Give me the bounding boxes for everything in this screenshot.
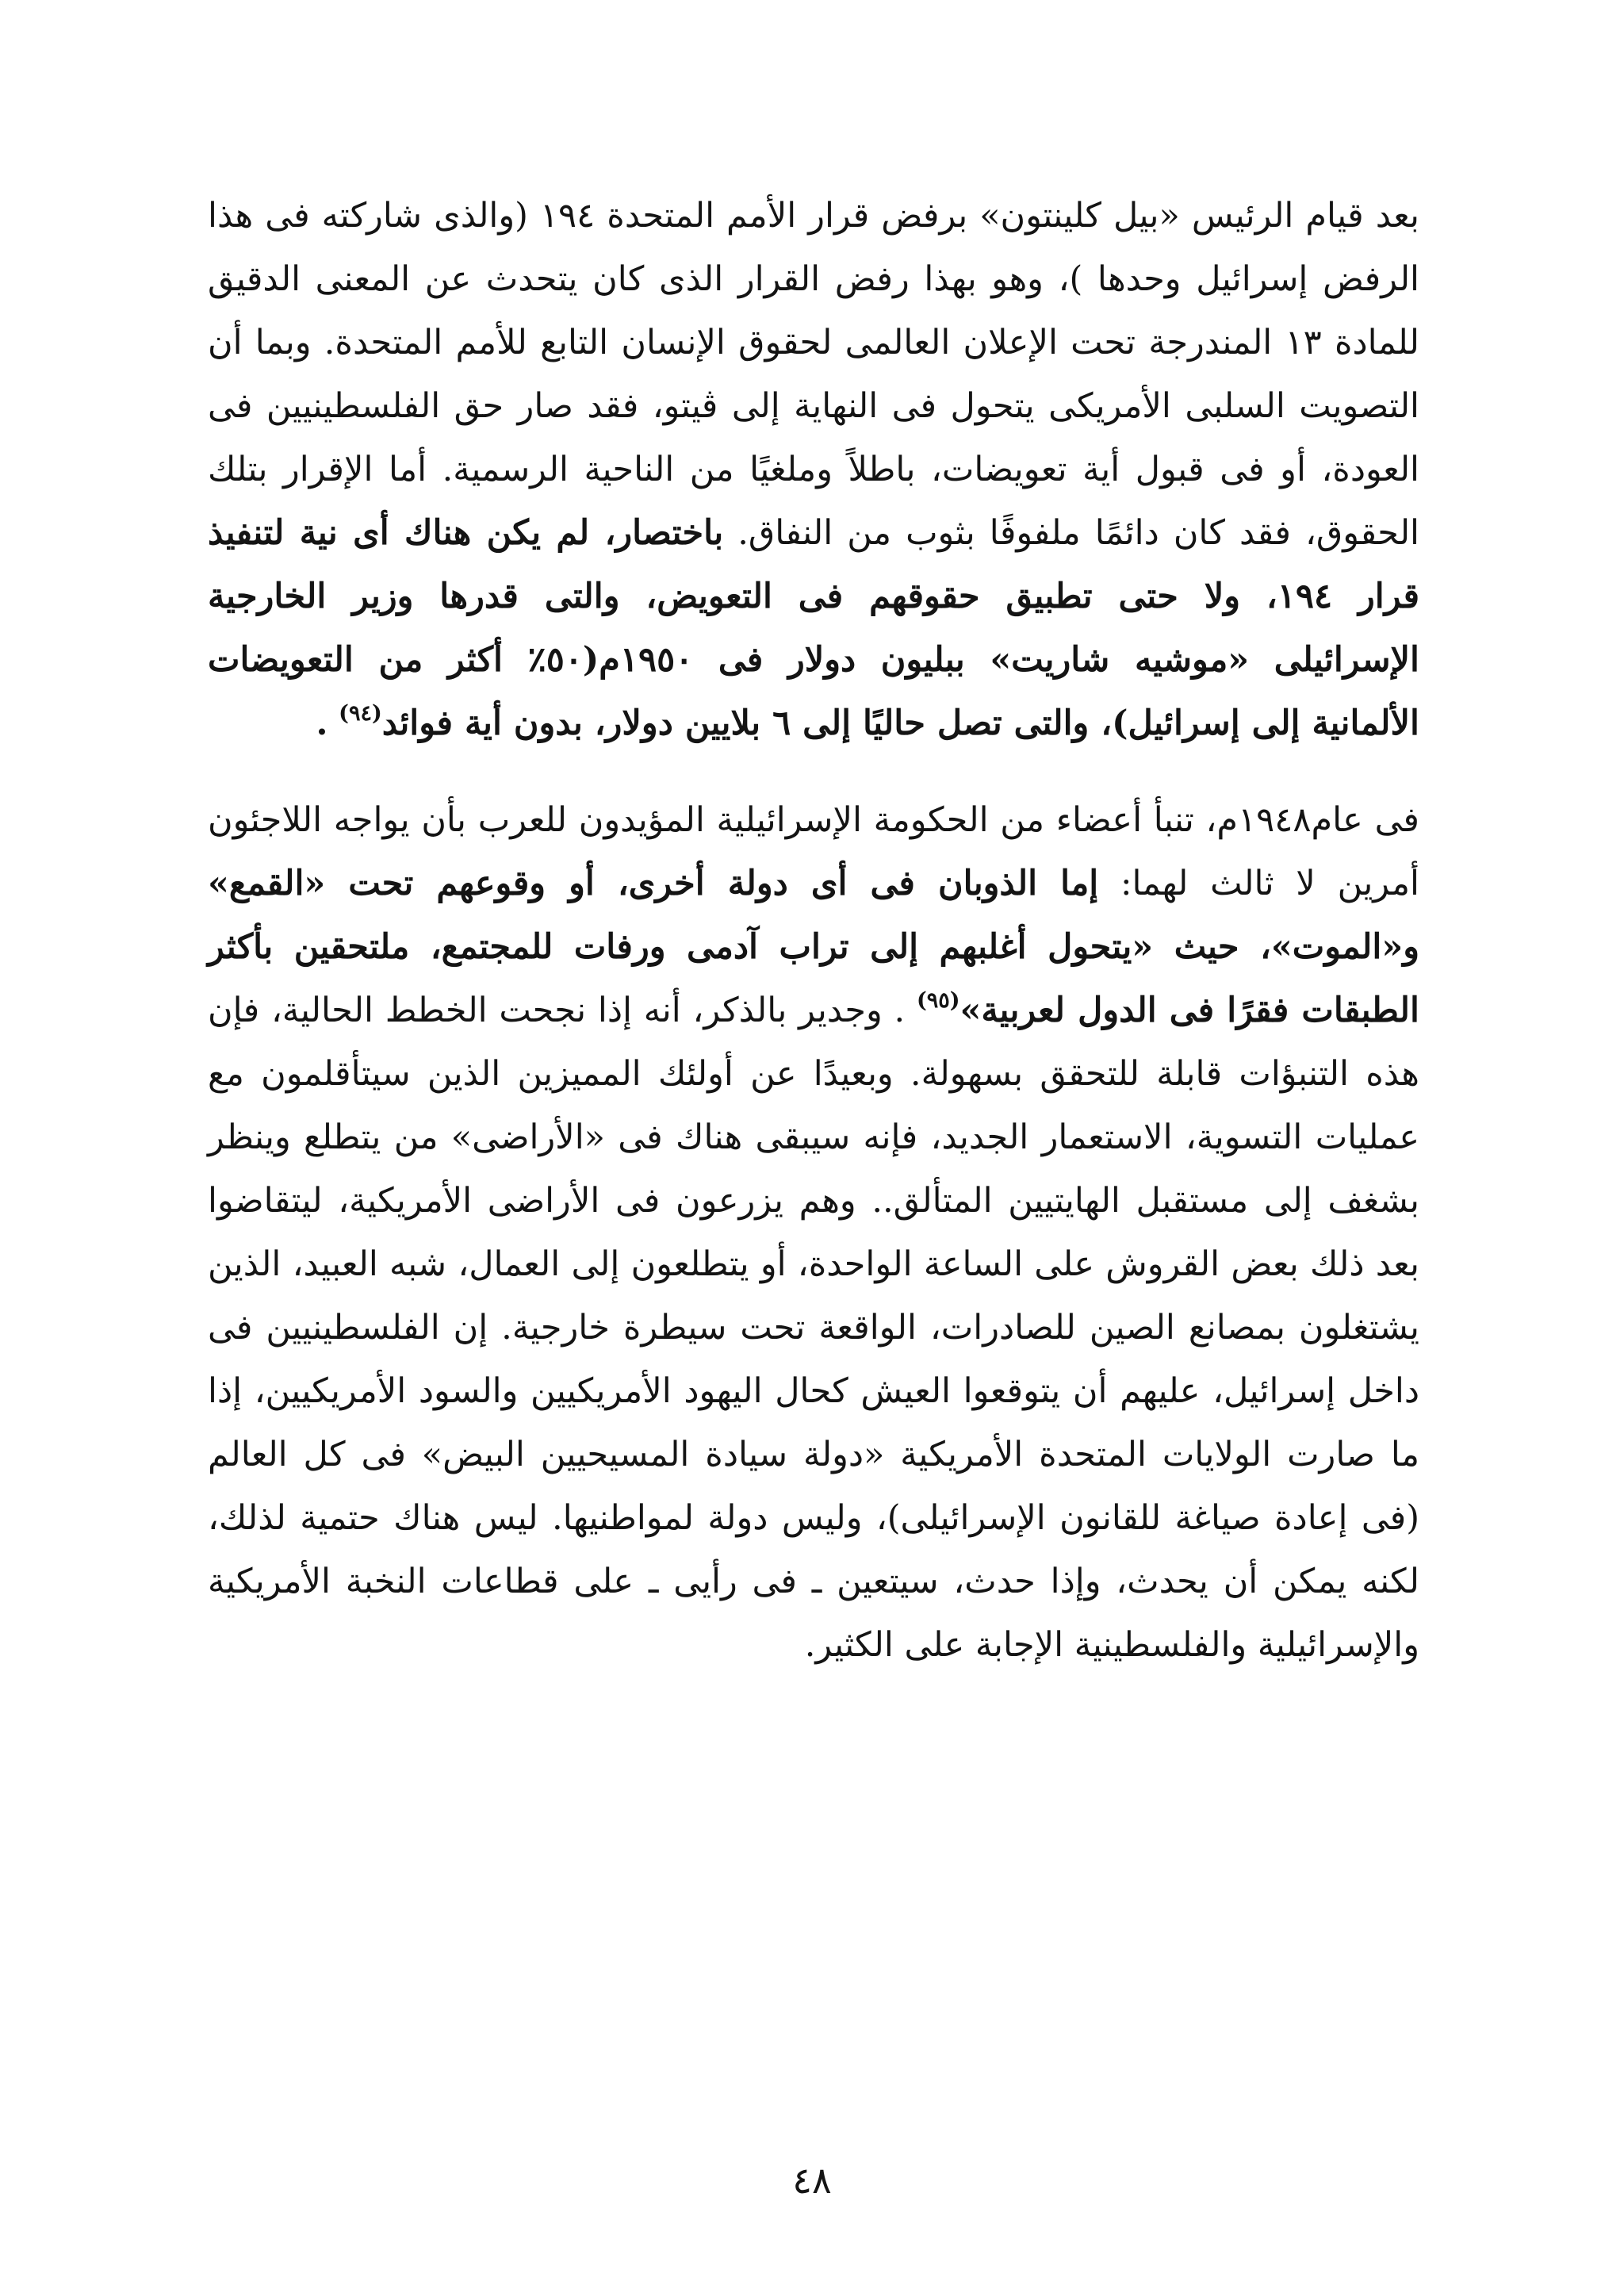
paragraph-1-end: . xyxy=(316,704,328,743)
paragraph-1-text: بعد قيام الرئيس «بيل كلينتون» برفض قرار الأمم المتحدة ١٩٤ (والذى شاركته فى هذا الرفض إسرائيل وحدها )، وهو بهذا رفض القرار الذى كان يتحدث عن المعنى الدقيق للمادة ١٣ المندرجة تحت الإعلان العالمى لحقوق الإنسان التابع للأمم المتحدة. وبما أن التصويت السلبى الأمريكى يتحول فى النهاية إلى ڤيتو، فقد صار حق الفلسطينيين فى العودة، أو فى قبول أية تعويضات، باطلاً وملغيًا من الناحية الرسمية. أما الإقرار بتلك الحقوق، فقد كان دائمًا ملفوفًا بثوب من النفاق. xyxy=(208,196,1420,553)
footnote-ref-94: (٩٤) xyxy=(339,701,382,726)
page-number: ٤٨ xyxy=(792,2159,832,2202)
paragraph-1-bold-text: باختصار، لم يكن هناك أى نية لتنفيذ قرار ١٩٤، ولا حتى تطبيق حقوقهم فى التعويض، والتى قدرها وزير الخارجية الإسرائيلى «موشيه شاريت» ببليون دولار فى ١٩٥٠م(٥٠٪ أكثر من التعويضات الألمانية إلى إسرائيل)، والتى تصل حاليًا إلى ٦ بلايين دولار، بدون أية فوائد xyxy=(208,513,1419,743)
paragraph-2-text-start: فى عام١٩٤٨م، تنبأ أعضاء من الحكومة الإسرائيلية المؤيدون للعرب بأن يواجه اللاجئون أمرين لا ثالث لهما: xyxy=(208,800,1420,903)
paragraph-2-text-rest: . وجدير بالذكر، أنه إذا نجحت الخطط الحالية، فإن هذه التنبؤات قابلة للتحقق بسهولة. وبعيدًا عن أولئك المميزين الذين سيتأقلمون مع عمليات التسوية، الاستعمار الجديد، فإنه سيبقى هناك فى «الأراضى» من يتطلع وينظر بشغف إلى مستقبل الهايتيين المتألق.. وهم يزرعون فى الأراضى الأمريكية، ليتقاضوا بعد ذلك بعض القروش على الساعة الواحدة، أو يتطلعون إلى العمال، شبه العبيد، الذين يشتغلون بمصانع الصين للصادرات، الواقعة تحت سيطرة خارجية. إن الفلسطينيين فى داخل إسرائيل، عليهم أن يتوقعوا العيش كحال اليهود الأمريكيين والسود الأمريكيين، إذا ما صارت الولايات المتحدة الأمريكية «دولة سيادة المسيحيين البيض» فى كل العالم (فى إعادة صياغة للقانون الإسرائيلى)، وليس دولة لمواطنيها. ليس هناك حتمية لذلك، لكنه يمكن أن يحدث، وإذا حدث، سيتعين ـ فى رأيى ـ على قطاعات النخبة الأمريكية والإسرائيلية والفلسطينية الإجابة على الكثير. xyxy=(208,991,1419,1665)
footnote-ref-95: (٩٥) xyxy=(916,988,960,1013)
page-body xyxy=(208,184,1419,1677)
paragraph-1 xyxy=(208,184,1419,755)
paragraph-2 xyxy=(208,788,1419,1677)
paragraph-2-bold-quote: إما الذوبان فى أى دولة أخرى، أو وقوعهم تحت «القمع» و«الموت»، حيث «يتحول أغلبهم إلى تراب آدمى ورفات للمجتمع، ملتحقين بأكثر الطبقات فقرًا فى الدول لعربية» xyxy=(208,864,1419,1030)
